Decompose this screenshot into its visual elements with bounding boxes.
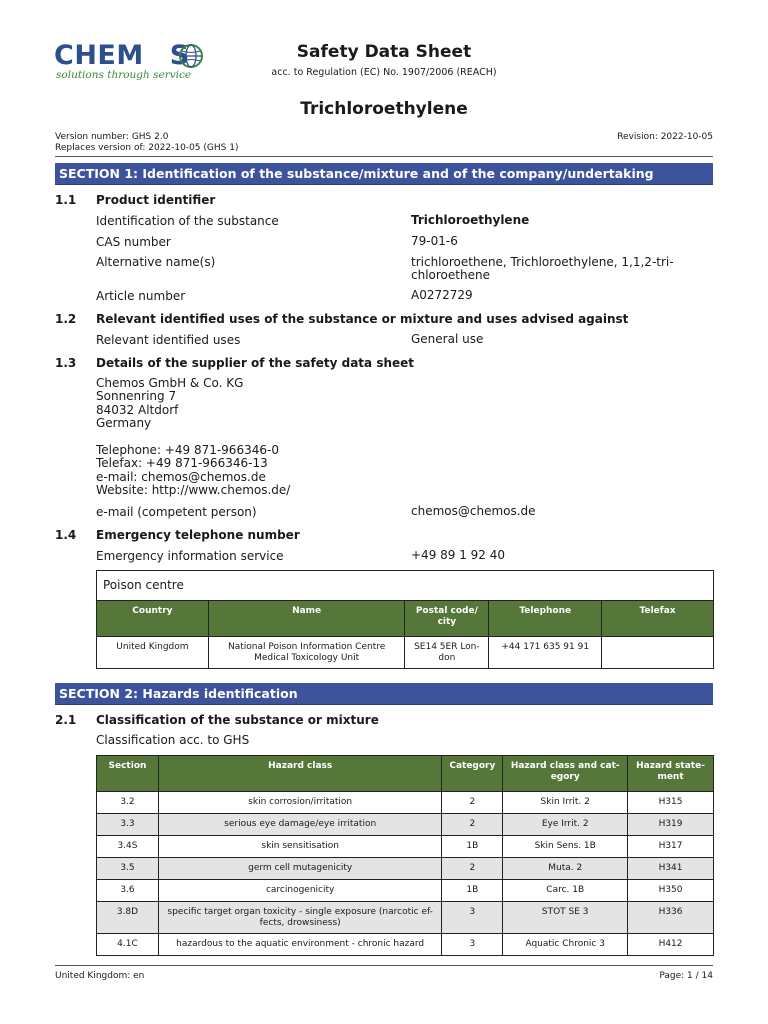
logo-tagline: solutions through service xyxy=(56,69,192,81)
supplier-contact xyxy=(96,444,290,498)
table-cell: 4.1C xyxy=(97,934,159,956)
hazard-classification-table xyxy=(96,755,714,956)
row-label: Emergency information service xyxy=(96,549,284,563)
table-cell: H350 xyxy=(628,880,714,902)
table-cell: National Poison Information Centre Medical Toxicology Unit xyxy=(208,637,405,669)
table-cell: Skin Irrit. 2 xyxy=(503,792,628,814)
table-cell: 3 xyxy=(442,934,503,956)
table-cell: 3.3 xyxy=(97,814,159,836)
table-cell: serious eye damage/eye irritation xyxy=(158,814,441,836)
address-line: 84032 Altdorf xyxy=(96,402,179,417)
column-header: Hazard state- ment xyxy=(628,756,714,792)
alt-names-line: chloroethene xyxy=(411,268,490,282)
table-cell: United Kingdom xyxy=(97,637,209,669)
table-cell: 1B xyxy=(442,880,503,902)
row-label: Alternative name(s) xyxy=(96,255,216,269)
column-header: Country xyxy=(97,601,209,637)
address-line: Sonnenring 7 xyxy=(96,389,177,404)
table-cell: Eye Irrit. 2 xyxy=(503,814,628,836)
table-cell: H341 xyxy=(628,858,714,880)
table-cell: H336 xyxy=(628,902,714,934)
column-header: Telefax xyxy=(602,601,714,637)
table-cell: 2 xyxy=(442,792,503,814)
alternative-names-value xyxy=(411,256,701,282)
identified-uses-heading: Relevant identified uses of the substance or mixture and uses advised against xyxy=(96,312,629,326)
table-cell: 2 xyxy=(442,858,503,880)
table-cell: 3.6 xyxy=(97,880,159,902)
email-line[interactable]: e-mail: chemos@chemos.de xyxy=(96,469,266,484)
column-header: Hazard class and cat- egory xyxy=(503,756,628,792)
column-header: Section xyxy=(97,756,159,792)
table-cell: STOT SE 3 xyxy=(503,902,628,934)
table-header-row xyxy=(97,601,714,637)
telephone-line: Telephone: +49 871-966346-0 xyxy=(96,443,279,457)
table-cell: carcinogenicity xyxy=(158,880,441,902)
row-label: Article number xyxy=(96,289,186,303)
footer-locale: United Kingdom: en xyxy=(55,971,145,981)
footer-page-number: Page: 1 / 14 xyxy=(659,971,713,981)
table-cell: 2 xyxy=(442,814,503,836)
table-row xyxy=(97,880,714,902)
poison-centre-table xyxy=(96,600,714,669)
table-cell xyxy=(602,637,714,669)
section-2-bar: SECTION 2: Hazards identification xyxy=(55,683,713,705)
table-row xyxy=(97,814,714,836)
section-number: 1.4 xyxy=(55,528,77,542)
replaces-version: Replaces version of: 2022-10-05 (GHS 1) xyxy=(55,143,239,153)
table-cell: H319 xyxy=(628,814,714,836)
table-cell: 3.4S xyxy=(97,836,159,858)
section-number: 1.1 xyxy=(55,193,77,207)
table-row xyxy=(97,934,714,956)
table-row xyxy=(97,902,714,934)
header-divider xyxy=(55,156,713,157)
classification-subheading: Classification acc. to GHS xyxy=(96,733,250,747)
table-cell: H412 xyxy=(628,934,714,956)
table-cell: 3 xyxy=(442,902,503,934)
table-cell: Muta. 2 xyxy=(503,858,628,880)
supplier-heading: Details of the supplier of the safety data sheet xyxy=(96,356,415,370)
table-cell: 3.8D xyxy=(97,902,159,934)
column-header: Postal code/ city xyxy=(405,601,489,637)
document-title: Safety Data Sheet xyxy=(296,42,472,62)
emergency-phone-value: +49 89 1 92 40 xyxy=(411,548,506,562)
table-cell: germ cell mutagenicity xyxy=(158,858,441,880)
classification-heading: Classification of the substance or mixture xyxy=(96,713,379,727)
table-cell: Skin Sens. 1B xyxy=(503,836,628,858)
revision-date: Revision: 2022-10-05 xyxy=(617,132,713,142)
table-header-row xyxy=(97,756,714,792)
alt-names-line: trichloroethene, Trichloroethylene, 1,1,2-tri- xyxy=(411,255,674,269)
table-cell: Aquatic Chronic 3 xyxy=(503,934,628,956)
poison-centre-title: Poison centre xyxy=(103,578,184,592)
row-label: e-mail (competent person) xyxy=(96,505,257,519)
table-cell: H317 xyxy=(628,836,714,858)
emergency-heading: Emergency telephone number xyxy=(96,528,300,542)
table-cell: hazardous to the aquatic environment - chronic hazard xyxy=(158,934,441,956)
row-label: Identification of the substance xyxy=(96,214,279,228)
column-header: Category xyxy=(442,756,503,792)
table-cell: skin corrosion/irritation xyxy=(158,792,441,814)
version-number: Version number: GHS 2.0 xyxy=(55,132,169,142)
logo-wordmark-visual: CHEM S xyxy=(54,40,190,71)
column-header: Telephone xyxy=(489,601,602,637)
website-link[interactable]: Website: http://www.chemos.de/ xyxy=(96,483,291,498)
table-cell: 3.2 xyxy=(97,792,159,814)
regulation-subtitle: acc. to Regulation (EC) No. 1907/2006 (REACH) xyxy=(271,67,497,78)
row-label: Relevant identified uses xyxy=(96,333,241,347)
address-line: Germany xyxy=(96,416,152,431)
table-cell: SE14 5ER Lon- don xyxy=(405,637,489,669)
table-row xyxy=(97,858,714,880)
section-number: 2.1 xyxy=(55,713,77,727)
table-row xyxy=(97,836,714,858)
competent-email-link[interactable]: chemos@chemos.de xyxy=(411,504,536,518)
table-cell: skin sensitisation xyxy=(158,836,441,858)
table-row xyxy=(97,792,714,814)
table-cell: +44 171 635 91 91 xyxy=(489,637,602,669)
supplier-address xyxy=(96,377,243,431)
row-label: CAS number xyxy=(96,235,171,249)
version-info xyxy=(55,132,238,154)
section-number: 1.2 xyxy=(55,312,77,326)
table-cell: specific target organ toxicity - single exposure (narcotic ef- fects, drowsiness) xyxy=(158,902,441,934)
section-number: 1.3 xyxy=(55,356,77,370)
column-header: Hazard class xyxy=(158,756,441,792)
footer-divider xyxy=(55,965,713,966)
substance-name-value: Trichloroethylene xyxy=(411,213,530,227)
telefax-line: Telefax: +49 871-966346-13 xyxy=(96,456,268,471)
table-cell: 1B xyxy=(442,836,503,858)
table-cell: 3.5 xyxy=(97,858,159,880)
column-header: Name xyxy=(208,601,405,637)
table-row xyxy=(97,637,714,669)
table-cell: Carc. 1B xyxy=(503,880,628,902)
substance-title: Trichloroethylene xyxy=(300,99,468,119)
section-1-bar: SECTION 1: Identification of the substance/mixture and of the company/undertaking xyxy=(55,163,713,185)
identified-uses-value: General use xyxy=(411,332,484,346)
product-identifier-heading: Product identifier xyxy=(96,193,216,207)
cas-number-value: 79-01-6 xyxy=(411,234,458,248)
table-cell: H315 xyxy=(628,792,714,814)
address-line: Chemos GmbH & Co. KG xyxy=(96,376,244,390)
article-number-value: A0272729 xyxy=(411,288,473,302)
